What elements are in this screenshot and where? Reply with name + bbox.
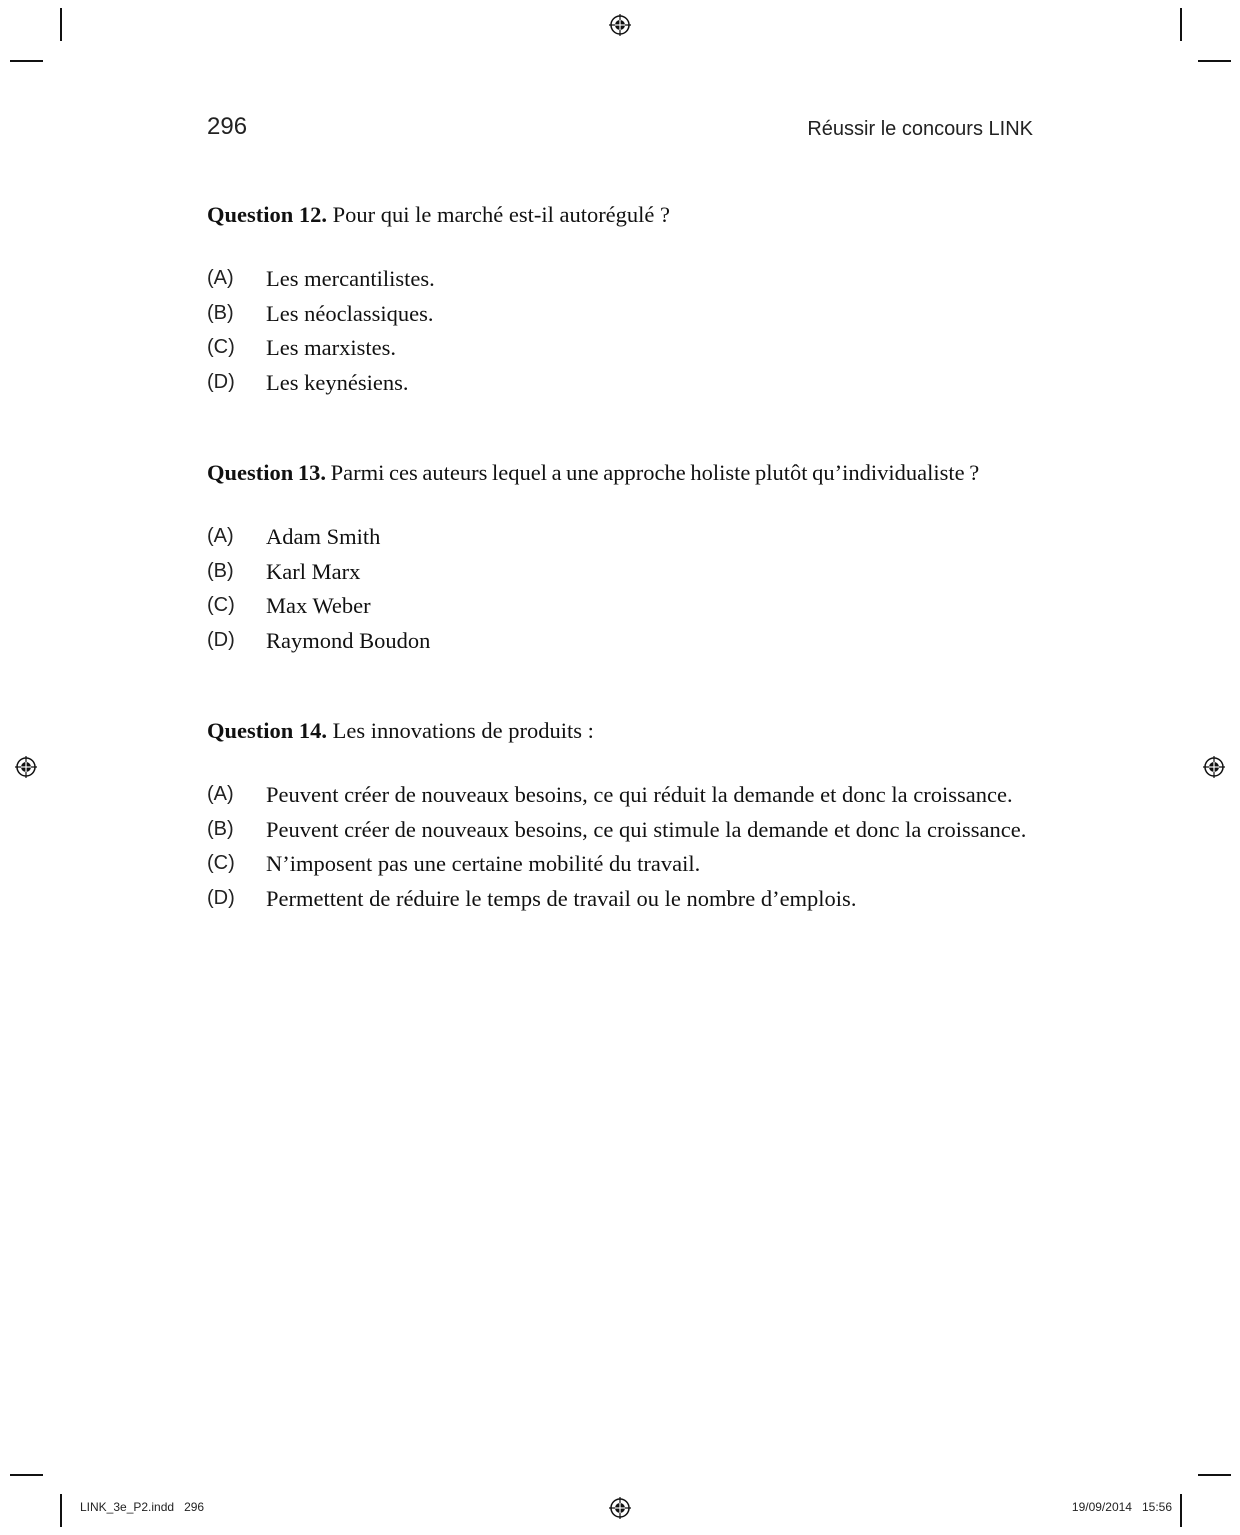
question-text: Parmi ces auteurs lequel a une approche holiste plutôt qu’individualiste ? <box>330 460 980 485</box>
option-text: Peuvent créer de nouveaux besoins, ce qui réduit la demande et donc la croissance. <box>266 782 1013 807</box>
option-letter: (A) <box>207 267 234 289</box>
option-text: N’imposent pas une certaine mobilité du travail. <box>266 851 701 876</box>
question-label: Question 13. <box>207 460 327 485</box>
option-text: Les mercantilistes. <box>266 266 435 291</box>
running-title: Réussir le concours LINK <box>807 118 1033 140</box>
option-c <box>207 849 1035 878</box>
question-text: Les innovations de produits : <box>332 718 594 743</box>
option-letter: (C) <box>207 852 235 874</box>
question-text: Pour qui le marché est-il autorégulé ? <box>332 202 671 227</box>
option-letter: (B) <box>207 559 234 582</box>
crop-mark-top-right-vertical <box>1180 8 1182 41</box>
crop-mark-bottom-right-horizontal <box>1198 1474 1231 1476</box>
question-14-options <box>207 780 1035 918</box>
option-text: Permettent de réduire le temps de travail ou le nombre d’emplois. <box>266 885 857 911</box>
option-letter: (D) <box>207 628 235 651</box>
option-text: Les keynésiens. <box>266 369 409 395</box>
option-letter: (D) <box>207 370 235 393</box>
question-14 <box>207 716 1035 746</box>
option-b <box>207 299 1035 328</box>
question-label: Question 14. <box>207 718 328 743</box>
option-d <box>207 368 1035 397</box>
question-label: Question 12. <box>207 202 328 227</box>
crop-mark-top-left-horizontal <box>10 60 43 62</box>
option-letter: (C) <box>207 336 235 358</box>
option-d <box>207 626 1035 655</box>
registration-mark-icon <box>15 756 37 778</box>
option-text: Karl Marx <box>266 558 361 584</box>
option-letter: (C) <box>207 594 235 616</box>
option-letter: (D) <box>207 886 235 909</box>
option-text: Adam Smith <box>266 524 381 549</box>
question-12-options <box>207 264 1035 402</box>
option-letter: (A) <box>207 783 234 805</box>
option-letter: (B) <box>207 817 234 840</box>
option-text: Max Weber <box>266 593 371 618</box>
option-b <box>207 815 1035 844</box>
option-text: Peuvent créer de nouveaux besoins, ce qui stimule la demande et donc la croissance. <box>266 816 1027 842</box>
crop-mark-bottom-left-vertical <box>60 1494 62 1527</box>
crop-mark-top-left-vertical <box>60 8 62 41</box>
question-13 <box>207 458 1035 488</box>
option-c <box>207 333 1035 362</box>
question-12 <box>207 200 1035 230</box>
footer-date-info: 19/09/2014 15:56 <box>1071 1500 1172 1514</box>
option-a <box>207 264 1035 293</box>
option-text: Les néoclassiques. <box>266 300 434 326</box>
option-letter: (B) <box>207 301 234 324</box>
option-text: Les marxistes. <box>266 335 396 360</box>
option-a <box>207 522 1035 551</box>
crop-mark-top-right-horizontal <box>1198 60 1231 62</box>
option-b <box>207 557 1035 586</box>
option-a <box>207 780 1035 809</box>
crop-mark-bottom-right-vertical <box>1180 1494 1182 1527</box>
footer-file-info: LINK_3e_P2.indd 296 <box>80 1500 205 1514</box>
registration-mark-icon <box>609 14 631 36</box>
registration-mark-icon <box>609 1497 631 1519</box>
question-13-options <box>207 522 1035 660</box>
registration-mark-icon <box>1203 756 1225 778</box>
option-text: Raymond Boudon <box>266 627 431 653</box>
page-number: 296 <box>207 113 248 140</box>
crop-mark-bottom-left-horizontal <box>10 1474 43 1476</box>
option-d <box>207 884 1035 913</box>
option-letter: (A) <box>207 525 234 547</box>
option-c <box>207 591 1035 620</box>
